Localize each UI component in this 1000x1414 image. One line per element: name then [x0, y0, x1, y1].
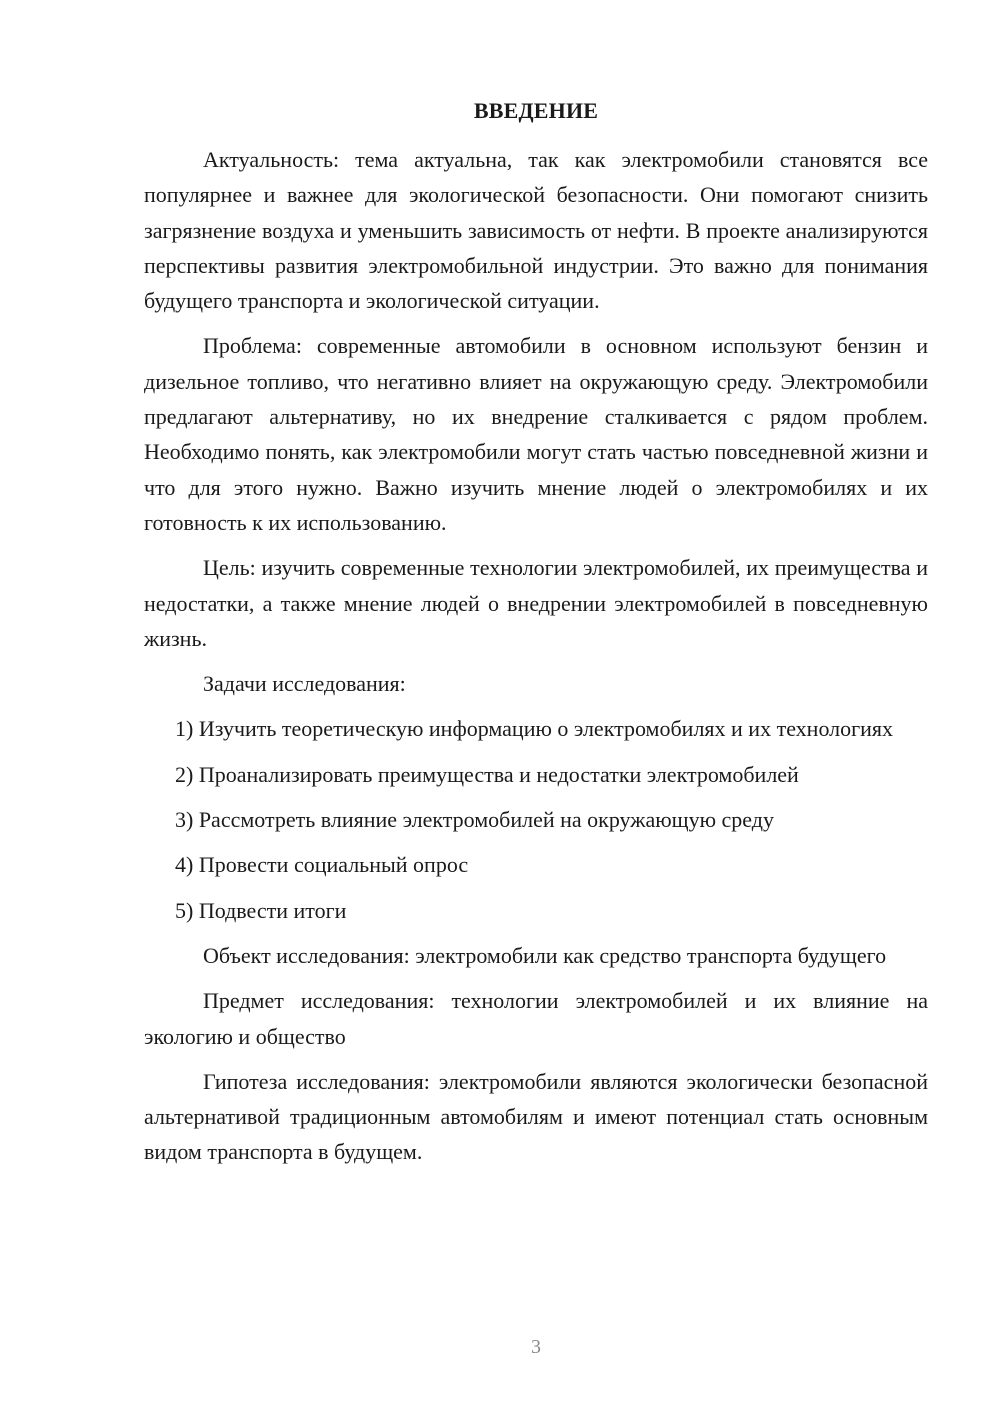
task-item-4: 4) Провести социальный опрос [175, 852, 469, 878]
paragraph-object: Объект исследования: электромобили как средство транспорта будущего [203, 942, 887, 968]
paragraph-tasks-heading: Задачи исследования: [203, 671, 406, 697]
paragraph-goal: Цель: изучить современные технологии электромобилей, их преимущества и недостатки, а также мнение людей о внедрении электромобилей в повседневную жизнь. [144, 555, 928, 651]
task-item-5: 5) Подвести итоги [175, 897, 347, 923]
task-item-3: 3) Рассмотреть влияние электромобилей на окружающую среду [175, 807, 774, 833]
paragraph-relevance: Актуальность: тема актуальна, так как электромобили становятся все популярнее и важнее для экологической безопасности. Они помогают снизить загрязнение воздуха и уменьшить зависимость от нефти. В проекте анализируются перспективы развития электромобильной индустрии. Это важно для понимания будущего транспорта и экологической ситуации. [144, 147, 928, 314]
paragraph-subject: Предмет исследования: технологии электромобилей и их влияние на экологию и общество [144, 988, 928, 1049]
paragraph-problem: Проблема: современные автомобили в основном используют бензин и дизельное топливо, что негативно влияет на окружающую среду. Электромобили предлагают альтернативу, но их внедрение сталкивается с рядом проблем. Необходимо понять, как электромобили могут стать частью повседневной жизни и что для этого нужно. Важно изучить мнение людей о электромобилях и их готовность к их использованию. [144, 333, 928, 535]
page-number: 3 [531, 1336, 541, 1358]
document-body [144, 142, 928, 1180]
task-item-1: 1) Изучить теоретическую информацию о электромобилях и их технологиях [175, 716, 894, 742]
paragraph-hypothesis: Гипотеза исследования: электромобили являются экологически безопасной альтернативой традиционным автомобилям и имеют потенциал стать основным видом транспорта в будущем. [144, 1068, 928, 1165]
page-title: ВВЕДЕНИЕ [473, 98, 599, 123]
task-item-2: 2) Проанализировать преимущества и недостатки электромобилей [175, 761, 799, 787]
